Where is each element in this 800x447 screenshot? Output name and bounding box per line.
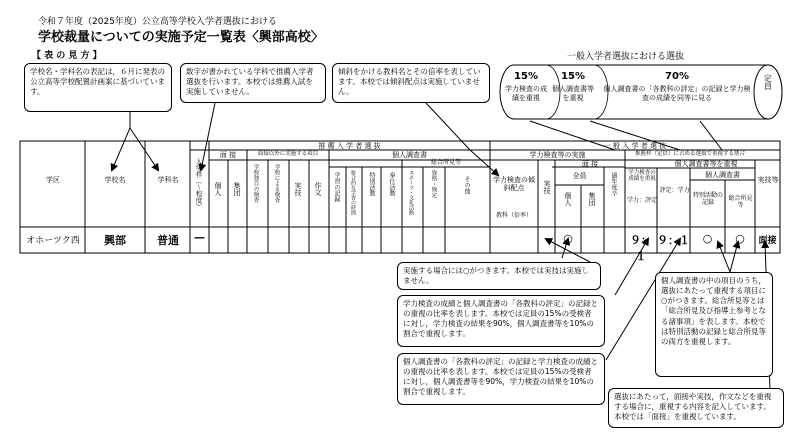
th-group-recommend: 推 薦 入 学 者 選 抜 xyxy=(318,142,381,150)
cell-total: ○ xyxy=(735,232,745,245)
note-tilt: 傾斜をかける教科名とその倍率を表しています。本校では傾斜配点は実施していません。 xyxy=(332,63,490,103)
th-over: 過年度卒 xyxy=(610,172,617,196)
main-selection-heading: 一般入学者選抜における選抜 xyxy=(567,52,685,62)
th-school-test-2: 学校による検査 xyxy=(273,164,280,203)
th-sports: スポーツ・文化活動 xyxy=(408,170,414,215)
th-district: 学区 xyxy=(46,176,60,184)
th-skill: 実技 xyxy=(294,182,302,196)
th-personal-2: 個人調査書等を重視 xyxy=(674,160,738,168)
th-personal: 個人調査書 xyxy=(392,151,427,159)
th-tilt-unit: 教科（倍率） xyxy=(495,212,532,219)
cell-district: オホーツク西 xyxy=(26,236,80,246)
th-integrated: 総合的な学習の時間 xyxy=(350,170,356,215)
note-recommend: 数字が書かれている学科で推薦入学者選抜を行います。本校では推薦入試を実施していません。 xyxy=(180,63,326,103)
cell-ratio-grade: ９：１ xyxy=(657,234,690,247)
th-quota: 入学枠（〜程度） xyxy=(194,158,203,210)
cell-special: ○ xyxy=(702,232,713,245)
page-title: 学校裁量についての実施予定一覧表〈興部高校〉 xyxy=(38,30,324,45)
cell-practical: 面接 xyxy=(758,236,777,246)
th-interview: 面 接 xyxy=(219,151,237,159)
th-school-test-1: 学校独自の検査 xyxy=(252,164,259,203)
th-special: 特別活動 xyxy=(368,172,375,196)
th-ratio-basis: 推薦枠（定員）に占める選抜で重視する割合 xyxy=(634,151,745,157)
th-extra-items: 面接以外に実施する項目 xyxy=(257,151,319,157)
th-volunteer: 奉仕活動 xyxy=(388,172,395,196)
cell-ratio-academic: ９：１ xyxy=(630,234,652,263)
cell-school: 興部 xyxy=(104,234,126,247)
th-academic: 学力検査等の実施 xyxy=(529,151,586,159)
th-practical: 実技等 xyxy=(757,176,779,184)
th-all: 全員 xyxy=(572,172,587,180)
note-personal: 個人調査書の中の項目のうち，選抜にあたって重視する項目に○がつきます。総合所見等とは「総合所見及び指導上参考となる諸事項」を表します。本校では特別活動の記録と総合所見等の両方を重視します。 xyxy=(655,272,773,377)
th-ind-2: 個人 xyxy=(564,192,572,206)
page-subtitle: 令和７年度（2025年度）公立高等学校入学者選抜における xyxy=(38,17,277,27)
cell-interview-individual: ○ xyxy=(563,232,573,245)
th-study: 学習の記録 xyxy=(333,172,340,202)
th-school: 学校名 xyxy=(104,176,126,184)
th-skill-2: 実技 xyxy=(543,180,551,194)
cell-quota: — xyxy=(194,231,205,244)
th-individual: 個人 xyxy=(214,182,222,196)
th-total-2: 総合所見等 xyxy=(728,195,753,209)
th-special-2: 特別活動の記録 xyxy=(692,192,723,206)
note-implement: 実施する場合には○がつきます。本校では実技は実施しません。 xyxy=(397,262,601,290)
note-ratio-1: 学力検査の成績と個人調査書の「各教科の評定」の記録との重視の比率を表します。本校では定員の15%の受検者に対し，学力検査の結果を90%，個人調査書等を10%の割合で重視します。 xyxy=(397,295,605,347)
cell-dept: 普通 xyxy=(157,234,179,247)
th-personal-3: 個人調査書 xyxy=(705,171,740,179)
th-ratio-2: 評定：学力 xyxy=(659,187,690,194)
th-ratio-1b: 学力：評定 xyxy=(627,197,658,204)
th-tilt: 学力検査の傾斜配点 xyxy=(493,176,535,193)
th-group-general: 一 般 入 学 者 選 抜 xyxy=(603,142,667,150)
th-ratio-1: 学力検査の成績を重視 xyxy=(628,170,656,183)
th-qualify: 資格・検定 xyxy=(430,170,437,198)
th-interview-2: 面 接 xyxy=(581,160,599,168)
cylinder-seg-1: 15% 学力検査の成績を重視 xyxy=(505,71,547,103)
th-dept: 学科名 xyxy=(157,176,179,184)
th-other: その他 xyxy=(463,176,470,194)
cylinder-seg-2: 15% 個人調査書等を重視 xyxy=(552,71,594,103)
th-total-view: 総合所見等 xyxy=(430,159,461,166)
th-essay: 作文 xyxy=(314,182,322,196)
th-group: 集団 xyxy=(233,182,241,196)
cylinder-cap-label: 定員 xyxy=(763,74,773,90)
cylinder-seg-3: 70% 個人調査書の「各教科の評定」の記録と学力検査の成績を同等に見る xyxy=(603,71,751,103)
note-interview: 選抜にあたって，面接や実技，作文などを重視する場合に，重視する内容を記入しています。本校では「面接」を重視しています。 xyxy=(608,388,784,428)
th-grp-2: 集団 xyxy=(588,192,596,206)
note-ratio-2: 個人調査書の「各教科の評定」の記録と学力検査の成績との重視の比率を表します。本校では定員の15%の受検者に対し，個人調査書等を90%，学力検査の結果を10%の割合で重視します。 xyxy=(397,353,605,405)
note-school-name: 学校名・学科名の表記は，６月に発表の公立高等学校配置計画案に基づいています。 xyxy=(24,63,172,112)
legend-heading: 【 表 の 見 方 】 xyxy=(32,51,102,61)
